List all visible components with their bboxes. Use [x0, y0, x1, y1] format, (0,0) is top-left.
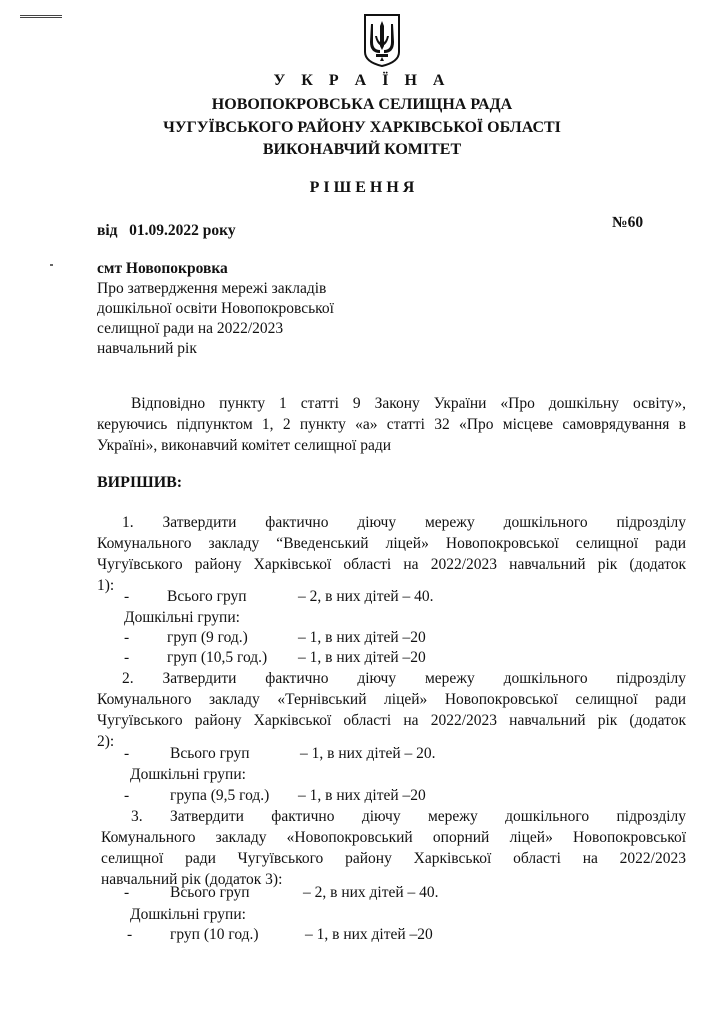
- committee-heading: ВИКОНАВЧИЙ КОМІТЕТ: [262, 141, 462, 158]
- group-label: Всього груп: [170, 745, 250, 762]
- council-heading: НОВОПОКРОВСЬКА СЕЛИЩНА РАДА: [211, 96, 513, 113]
- group-label: груп (10,5 год.): [167, 649, 268, 666]
- preamble: [97, 393, 686, 456]
- group-label: Всього груп: [170, 884, 250, 901]
- subject-line: Про затвердження мережі закладів: [97, 280, 327, 297]
- item-line: навчальний рік (додаток 3):: [101, 871, 283, 888]
- dash: -: [124, 588, 130, 605]
- groups-label: Дошкільні групи:: [130, 906, 246, 923]
- dash: -: [124, 884, 130, 901]
- resolution-item-2: [97, 668, 686, 752]
- preamble-line: Україні», виконавчий комітет селищної ради: [97, 437, 392, 454]
- dash: -: [124, 629, 130, 646]
- group-value: – 1, в них дітей –20: [298, 787, 426, 804]
- item-line: Комунального закладу “Введенський ліцей» Новопокровської селищної ради: [97, 535, 686, 552]
- group-label: Всього груп: [167, 588, 247, 605]
- item-line: 2. Затвердити фактично діючу мережу дошкільного підрозділу: [122, 670, 686, 687]
- group-value: – 2, в них дітей – 40.: [298, 588, 434, 605]
- group-value: – 1, в них дітей –20: [298, 649, 426, 666]
- preamble-line: Відповідно пункту 1 статті 9 Закону України «Про дошкільну освіту»,: [131, 395, 686, 412]
- dash: -: [124, 649, 130, 666]
- date-value: 01.09.2022 року: [129, 222, 236, 239]
- group-value: – 2, в них дітей – 40.: [303, 884, 439, 901]
- item-line: Комунального закладу «Тернівський ліцей» Новопокровської селищної ради: [97, 691, 686, 708]
- preamble-line: керуючись підпунктом 1, 2 пункту «а» статті 32 «Про місцеве самоврядування в: [97, 416, 686, 433]
- groups-label: Дошкільні групи:: [124, 609, 240, 626]
- resolution-item-1: [97, 512, 686, 596]
- subject-line: дошкільної освіти Новопокровської: [97, 300, 334, 317]
- group-label: група (9,5 год.): [170, 787, 270, 804]
- country-heading: У К Р А Ї Н А: [273, 72, 451, 89]
- group-value: – 1, в них дітей –20: [305, 926, 433, 943]
- document-type-heading: Р І Ш Е Н Н Я: [309, 179, 415, 196]
- group-value: – 1, в них дітей –20: [298, 629, 426, 646]
- dash: -: [124, 787, 130, 804]
- trident-emblem-icon: [362, 12, 402, 68]
- group-label: груп (10 год.): [170, 926, 259, 943]
- date-label: від: [97, 222, 118, 239]
- item-line: Комунального закладу «Новопокровський опорний ліцей» Новопокровської: [101, 829, 686, 846]
- district-heading: ЧУГУЇВСЬКОГО РАЙОНУ ХАРКІВСЬКОЇ ОБЛАСТІ: [163, 119, 561, 136]
- dash: -: [124, 745, 130, 762]
- dash: -: [127, 926, 133, 943]
- group-label: груп (9 год.): [167, 629, 248, 646]
- decision-date: [97, 222, 236, 240]
- place: смт Новопокровка: [97, 260, 228, 277]
- resolution-item-3: [101, 806, 686, 890]
- item-line: 2):: [97, 733, 115, 750]
- decision-number: №60: [612, 214, 644, 231]
- subject-block: [97, 279, 334, 359]
- item-line: селищної ради Чугуївського району Харківської області на 2022/2023: [101, 850, 686, 867]
- scan-mark: [20, 15, 62, 20]
- scan-speck: [50, 264, 53, 266]
- subject-line: навчальний рік: [97, 340, 197, 357]
- resolved-heading: ВИРІШИВ:: [97, 474, 183, 491]
- item-line: 1. Затвердити фактично діючу мережу дошкільного підрозділу: [122, 514, 686, 531]
- group-value: – 1, в них дітей – 20.: [300, 745, 436, 762]
- subject-line: селищної ради на 2022/2023: [97, 320, 284, 337]
- groups-label: Дошкільні групи:: [130, 766, 246, 783]
- item-line: Чугуївського району Харківської області на 2022/2023 навчальний рік (додаток: [97, 712, 686, 729]
- item-line: 3. Затвердити фактично діючу мережу дошкільного підрозділу: [131, 808, 686, 825]
- item-line: 1):: [97, 577, 115, 594]
- item-line: Чугуївського району Харківської області на 2022/2023 навчальний рік (додаток: [97, 556, 686, 573]
